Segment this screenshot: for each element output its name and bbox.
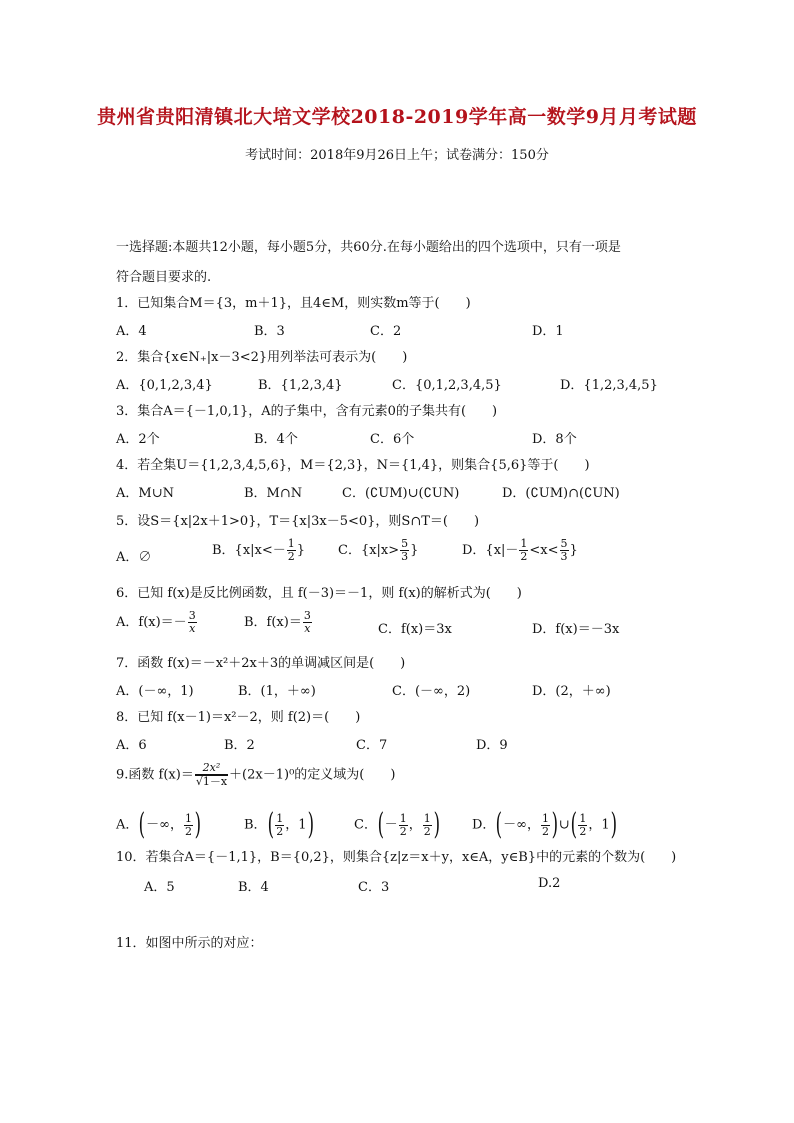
question-7-option-b: B．(1，＋∞): [238, 684, 316, 699]
question-3-stem: 3．集合A＝{－1,0,1}，A的子集中，含有元素0的子集共有( ): [116, 404, 498, 419]
question-3-option-a: A．2个: [116, 432, 160, 447]
question-9-option-c: C．(－ $\frac{1}{2}$ ， $\frac{1}{2}$ ): [354, 807, 440, 842]
question-5-option-a: A．∅: [116, 550, 152, 565]
question-1-option-d: D．1: [532, 324, 564, 339]
section-intro-line1: 一选择题:本题共12小题，每小题5分，共60分.在每小题给出的四个选项中，只有一项是: [116, 240, 621, 255]
question-7-option-d: D．(2，＋∞): [532, 684, 611, 699]
question-8-option-a: A．6: [116, 738, 147, 753]
question-2-option-a: A．{0,1,2,3,4}: [116, 378, 213, 393]
question-1-stem: 1．已知集合M＝{3，m＋1}，且4∈M，则实数m等于( ): [116, 296, 471, 311]
question-9-option-d: D．(－∞， $\frac{1}{2}$ )∪( $\frac{1}{2}$ ，1): [472, 807, 617, 842]
question-3-option-d: D．8个: [532, 432, 577, 447]
question-8-option-b: B．2: [224, 738, 255, 753]
fraction: $\frac{1}{2}$: [579, 811, 587, 838]
question-6-option-a: A．f(x)＝－ $\frac{3}{x}$: [116, 609, 196, 635]
question-7-stem: 7．函数 f(x)＝－x²＋2x＋3的单调减区间是( ): [116, 656, 406, 671]
fraction: $\frac{1}{2}$: [423, 811, 431, 838]
fraction: $\frac{3}{x}$: [188, 609, 196, 635]
question-10-option-d: D.2: [538, 876, 561, 891]
question-5-option-b: B．{x|x<－ $\frac{1}{2}$ }: [212, 537, 306, 563]
question-4-option-b: B．M∩N: [244, 486, 303, 501]
question-8-stem: 8．已知 f(x－1)＝x²－2，则 f(2)＝( ): [116, 710, 361, 725]
question-11-stem: 11．如图中所示的对应：: [116, 936, 263, 951]
question-9-option-b: B．( $\frac{1}{2}$ ，1): [244, 807, 314, 842]
question-2-option-d: D．{1,2,3,4,5}: [560, 378, 658, 393]
exam-info: 考试时间：2018年9月26日上午；试卷满分：150分: [245, 148, 549, 163]
question-6-stem: 6．已知 f(x)是反比例函数，且 f(－3)＝－1，则 f(x)的解析式为( ): [116, 586, 522, 601]
question-6-option-b: B．f(x)＝ $\frac{3}{x}$: [244, 609, 311, 635]
question-5-option-c: C．{x|x> $\frac{5}{3}$ }: [338, 537, 419, 563]
question-1-option-b: B．3: [254, 324, 285, 339]
fraction: $\frac{3}{x}$: [303, 609, 311, 635]
fraction: $\frac{5}{3}$: [560, 537, 568, 563]
question-1-option-a: A．4: [116, 324, 147, 339]
question-2-option-b: B．{1,2,3,4}: [258, 378, 343, 393]
question-3-option-b: B．4个: [254, 432, 298, 447]
question-7-option-c: C．(－∞，2): [392, 684, 471, 699]
fraction: $\frac{1}{2}$: [399, 811, 407, 838]
question-10-option-c: C．3: [358, 880, 390, 895]
question-10-stem: 10．若集合A＝{－1,1}，B＝{0,2}，则集合{z|z＝x＋y，x∈A，y∈B}中的元素的个数为( ): [116, 850, 677, 865]
question-7-option-a: A．(－∞，1): [116, 684, 194, 699]
question-6-option-d: D．f(x)＝－3x: [532, 622, 620, 637]
fraction: $\frac{1}{2}$: [542, 811, 549, 838]
question-6-option-c: C．f(x)＝3x: [378, 622, 452, 637]
question-10-option-a: A．5: [144, 880, 175, 895]
fraction: $\frac{1}{2}$: [287, 537, 295, 563]
fraction: $\frac{1}{2}$: [520, 537, 528, 563]
question-4-stem: 4．若全集U＝{1,2,3,4,5,6}，M＝{2,3}，N＝{1,4}，则集合{5,6}等于( ): [116, 458, 590, 473]
section-intro-line2: 符合题目要求的.: [116, 270, 212, 285]
question-5-option-d: D．{x|－ $\frac{1}{2}$ <x< $\frac{5}{3}$ }: [462, 537, 578, 563]
fraction: $\frac{1}{2}$: [184, 811, 192, 838]
question-3-option-c: C．6个: [370, 432, 415, 447]
question-5-stem: 5．设S＝{x|2x＋1>0}，T＝{x|3x－5<0}，则S∩T＝( ): [116, 514, 480, 529]
question-4-option-d: D．(∁UM)∩(∁UN): [502, 486, 620, 501]
question-9-option-a: A．(－∞， $\frac{1}{2}$ ): [116, 807, 202, 842]
question-2-option-c: C．{0,1,2,3,4,5}: [392, 378, 502, 393]
page-title: 贵州省贵阳清镇北大培文学校2018-2019学年高一数学9月月考试题: [97, 106, 697, 128]
question-1-option-c: C．2: [370, 324, 402, 339]
fraction: $\frac{\text{2x²}}{√1-x}$: [195, 761, 228, 788]
fraction: $\frac{1}{2}$: [276, 811, 284, 838]
question-4-option-c: C．(∁UM)∪(∁UN): [342, 486, 460, 501]
question-2-stem: 2．集合{x∈N₊|x－3<2}用列举法可表示为( ): [116, 350, 408, 365]
question-8-option-c: C．7: [356, 738, 388, 753]
fraction: $\frac{5}{3}$: [401, 537, 409, 563]
question-4-option-a: A．M∪N: [116, 486, 174, 501]
question-9-stem: 9.函数 f(x)＝ $\frac{\text{2x²}}{√1-x}$ ＋(2x－1)⁰的定义域为( ): [116, 761, 396, 788]
question-10-option-b: B．4: [238, 880, 269, 895]
question-8-option-d: D．9: [476, 738, 508, 753]
